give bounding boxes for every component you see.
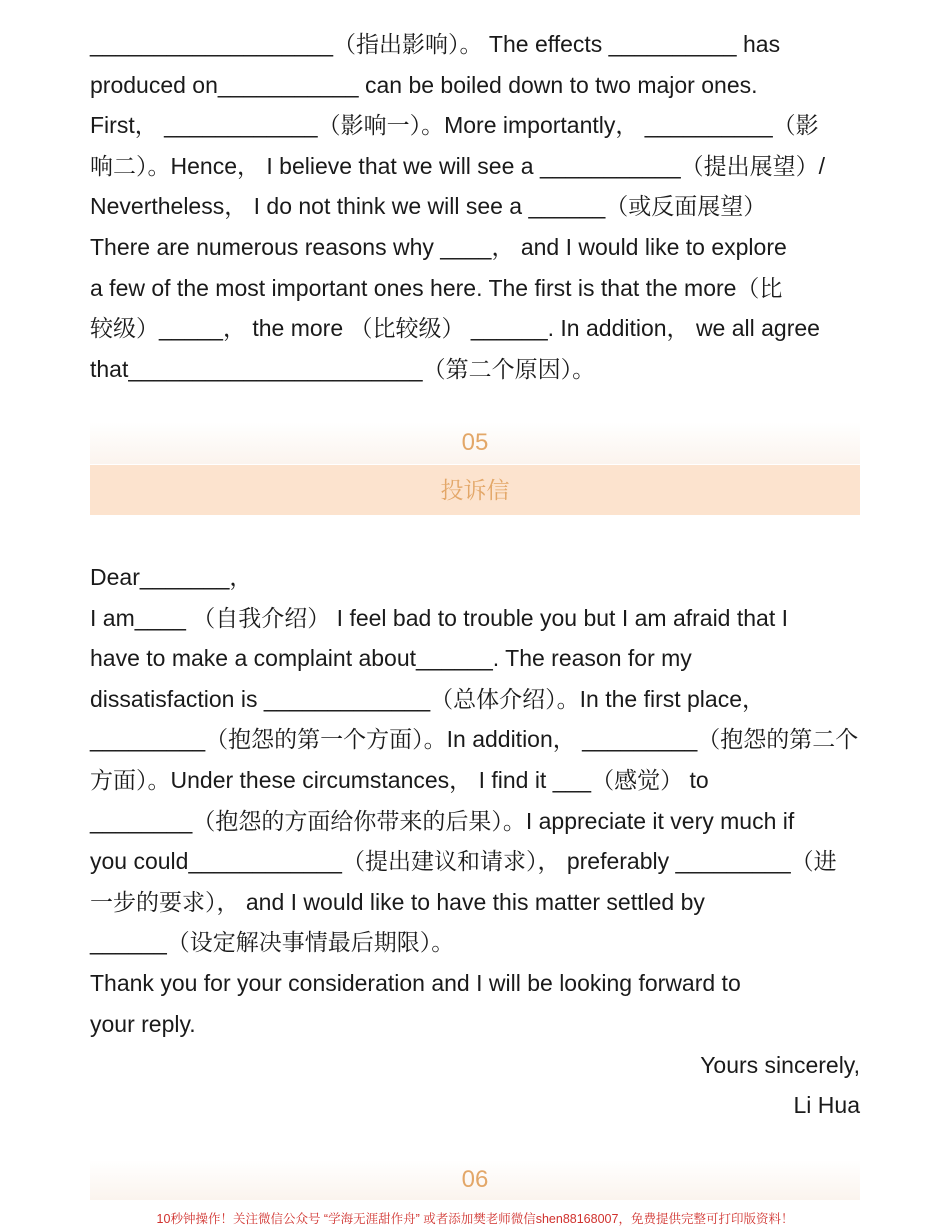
text-line: There are numerous reasons why ____， and I would like to explore bbox=[90, 233, 787, 260]
text-line: a few of the most important ones here. The first is that the more（比 bbox=[90, 274, 783, 301]
letter-line: ______（设定解决事情最后期限）。 bbox=[90, 929, 455, 956]
letter-line: I am____ （自我介绍） I feel bad to trouble you but I am afraid that I bbox=[90, 604, 789, 631]
letter-template bbox=[90, 557, 870, 1044]
letter-line: Dear_______， bbox=[90, 564, 253, 590]
section-number-06: 06 bbox=[90, 1160, 860, 1200]
letter-closing: Yours sincerely, bbox=[700, 1052, 860, 1078]
letter-line: your reply. bbox=[90, 1010, 196, 1037]
letter-line: you could____________（提出建议和请求）， preferably _________（进 bbox=[90, 848, 837, 875]
intro-paragraph bbox=[90, 24, 870, 389]
section-number-05: 05 bbox=[90, 422, 860, 464]
letter-line: 一步的要求）， and I would like to have this matter settled by bbox=[90, 888, 705, 915]
letter-line: 方面）。Under these circumstances， I find it ___（感觉） to bbox=[90, 766, 709, 793]
text-line: 响二）。Hence， I believe that we will see a ___________（提出展望）/ bbox=[90, 152, 826, 179]
footer-notice: 10秒钟操作！关注微信公众号 “学海无涯甜作舟” 或者添加樊老师微信shen88168007，免费提供完整可打印版资料！ bbox=[156, 1212, 794, 1226]
letter-line: dissatisfaction is _____________（总体介绍）。In the first place， bbox=[90, 685, 765, 712]
section-title-complaint-letter: 投诉信 bbox=[90, 465, 860, 515]
letter-line: have to make a complaint about______. The reason for my bbox=[90, 645, 692, 672]
text-line: produced on___________ can be boiled down to two major ones. bbox=[90, 71, 758, 98]
text-line: 较级）_____， the more （比较级） ______. In addition， we all agree bbox=[90, 315, 820, 342]
text-line: First， ____________（影响一）。More importantly， __________（影 bbox=[90, 112, 819, 139]
text-line: that_______________________（第二个原因）。 bbox=[90, 355, 596, 382]
text-line: ___________________（指出影响）。 The effects __________ has bbox=[90, 31, 781, 57]
letter-line: ________（抱怨的方面给你带来的后果）。I appreciate it very much if bbox=[90, 807, 795, 834]
letter-line: Thank you for your consideration and I will be looking forward to bbox=[90, 969, 741, 996]
letter-signature: Li Hua bbox=[793, 1092, 860, 1118]
text-line: Nevertheless， I do not think we will see a ______（或反面展望） bbox=[90, 193, 767, 220]
letter-line: _________（抱怨的第一个方面）。In addition， _________（抱怨的第二个 bbox=[90, 726, 859, 753]
